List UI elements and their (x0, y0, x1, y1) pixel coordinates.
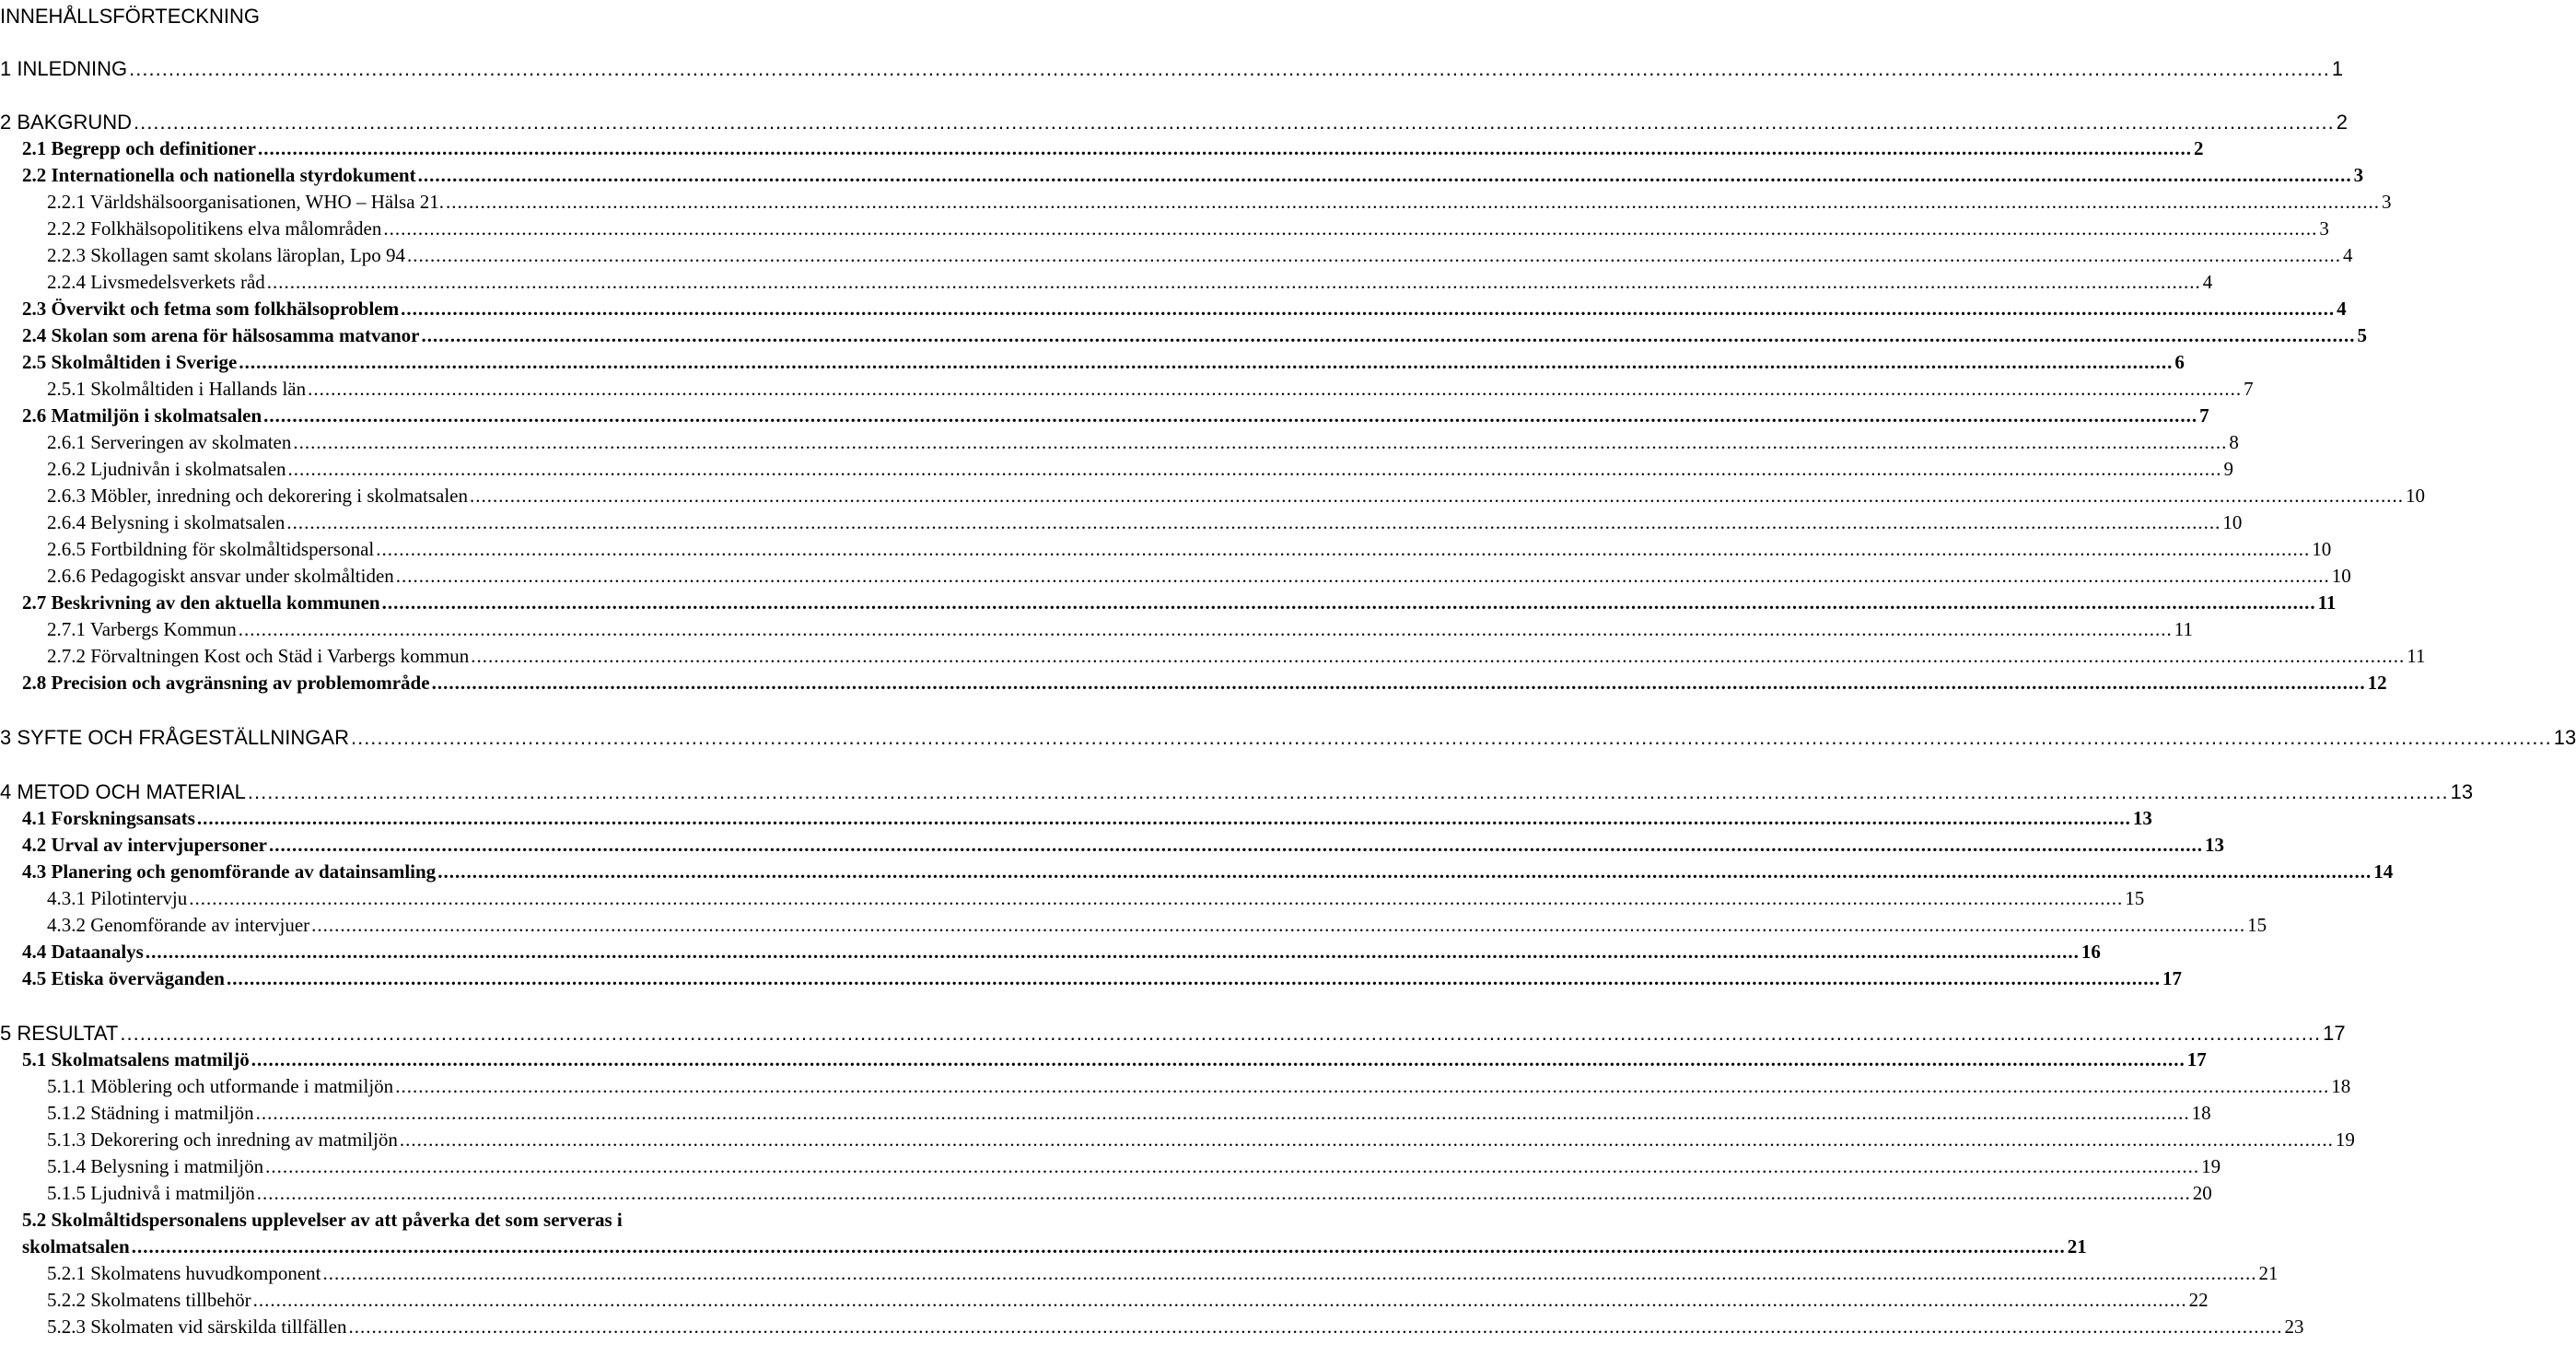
dot-leader (256, 1102, 2190, 1125)
toc-entry-label: 2.6.4 Belysning i skolmatsalen (47, 511, 286, 533)
toc-entry-label: 2.6.6 Pedagogiskt ansvar under skolmåltiden (47, 565, 394, 587)
toc-entry[interactable] (0, 217, 2329, 240)
dot-leader (422, 324, 2356, 347)
toc-entry-label: 2.7.2 Förvaltningen Kost och Städ i Varbergs kommun (47, 645, 470, 667)
toc-page-number: 2 (2193, 137, 2204, 159)
toc-entry[interactable] (0, 351, 2185, 374)
dot-leader (446, 191, 2380, 214)
toc-page-number: 7 (2199, 404, 2209, 427)
toc-entry[interactable] (0, 404, 2209, 427)
toc-entry-label: 5.2.2 Skolmatens tillbehör (47, 1289, 251, 1311)
toc-entry-label: 5.1.2 Städning i matmiljön (47, 1102, 254, 1124)
toc-page-number: 8 (2229, 431, 2239, 453)
dot-leader (239, 351, 2173, 374)
toc-entry-label: 4 METOD OCH MATERIAL (0, 780, 246, 803)
dot-leader (382, 591, 2316, 614)
toc-entry[interactable] (0, 1316, 2304, 1339)
toc-page-number: 18 (2191, 1102, 2211, 1124)
toc-entry-label: 4.3.2 Genomförande av intervjuer (47, 914, 310, 936)
toc-entry[interactable] (0, 1209, 904, 1232)
toc-page-number: 3 (2319, 217, 2329, 240)
dot-leader (395, 1075, 2329, 1098)
toc-entry-label: skolmatsalen (22, 1235, 130, 1257)
toc-page-number: 10 (2312, 538, 2332, 560)
dot-leader (257, 1182, 2191, 1205)
toc-entry-label: 5.2 Skolmåltidspersonalens upplevelser av att påverka det som serveras i (22, 1209, 623, 1231)
dot-leader (418, 164, 2352, 187)
toc-entry-label: 4.3 Planering och genomförande av datainsamling (22, 860, 437, 883)
dot-leader (323, 1262, 2257, 1285)
dot-leader (471, 645, 2405, 668)
toc-entry-label: 2.2 Internationella och nationella styrdokument (22, 164, 416, 186)
dot-leader (470, 485, 2404, 508)
toc-entry-label: 2.2.4 Livsmedelsverkets råd (47, 271, 265, 293)
toc-entry[interactable] (0, 645, 2426, 668)
dot-leader (269, 834, 2203, 857)
toc-entry[interactable] (0, 1102, 2211, 1125)
toc-page-number: 23 (2284, 1316, 2304, 1338)
toc-entry[interactable] (0, 431, 2239, 454)
toc-entry-label: 5.2.3 Skolmaten vid särskilda tillfällen (47, 1316, 347, 1338)
toc-page-number: 19 (2201, 1155, 2221, 1177)
toc-page-number: 11 (2407, 645, 2426, 667)
toc-entry-label: 5 RESULTAT (0, 1022, 119, 1045)
toc-entry-label: 3 SYFTE OCH FRÅGESTÄLLNINGAR (0, 726, 349, 749)
toc-page-number: 12 (2367, 672, 2387, 694)
toc-entry[interactable] (0, 1022, 2346, 1046)
toc-heading: INNEHÅLLSFÖRTECKNING (0, 5, 260, 28)
toc-page-number: 13 (2132, 807, 2152, 829)
toc-entry[interactable] (0, 780, 2474, 804)
toc-page-number: 14 (2373, 860, 2394, 883)
toc-entry-label: 5.1 Skolmatsalens matmiljö (22, 1048, 250, 1070)
toc-entry-label: 2.6 Matmiljön i skolmatsalen (22, 404, 262, 427)
toc-entry[interactable] (0, 807, 2152, 830)
toc-entry-label: 2.6.3 Möbler, inredning och dekorering i skolmatsalen (47, 485, 468, 507)
toc-entry[interactable] (0, 887, 2145, 910)
toc-entry-label: 4.5 Etiska överväganden (22, 967, 225, 989)
toc-entry[interactable] (0, 191, 2392, 214)
toc-entry[interactable] (0, 914, 2267, 937)
dot-leader (134, 111, 2335, 134)
toc-entry-label: 4.3.1 Pilotintervju (47, 887, 188, 909)
toc-entry-label: 2.8 Precision och avgränsning av problemområde (22, 672, 430, 694)
toc-entry[interactable] (0, 941, 2101, 964)
toc-entry-label: 4.4 Dataanalys (22, 941, 144, 963)
toc-entry[interactable] (0, 324, 2367, 347)
dot-leader (432, 672, 2366, 695)
toc-entry-label: 2.5.1 Skolmåltiden i Hallands län (47, 378, 307, 400)
toc-page-number: 11 (2317, 591, 2337, 614)
toc-page-number: 5 (2357, 324, 2367, 346)
dot-leader (197, 807, 2131, 830)
toc-page-number: 13 (2553, 726, 2576, 749)
toc-page-number: 20 (2192, 1182, 2212, 1204)
toc-entry[interactable] (0, 726, 2576, 750)
toc-page-number: 17 (2186, 1048, 2207, 1070)
dot-leader (129, 57, 2330, 81)
toc-page-number: 11 (2174, 618, 2193, 640)
toc-entry-label: 5.1.1 Möblering och utformande i matmiljön (47, 1075, 394, 1097)
toc-page-number: 15 (2125, 887, 2145, 909)
toc-page-number: 13 (2450, 780, 2474, 803)
toc-entry-label: 2.7 Beskrivning av den aktuella kommunen (22, 591, 380, 614)
toc-entry-label: 5.1.5 Ljudnivå i matmiljön (47, 1182, 255, 1204)
toc-entry-label: 2.2.3 Skollagen samt skolans läroplan, Lpo 94 (47, 244, 406, 266)
toc-entry-label: 2.6.2 Ljudnivån i skolmatsalen (47, 458, 286, 480)
toc-page-number: 10 (2222, 511, 2243, 533)
dot-leader (311, 914, 2245, 937)
dot-leader (248, 780, 2449, 804)
toc-page-number: 17 (2323, 1022, 2346, 1045)
dot-leader (407, 244, 2341, 267)
dot-leader (258, 137, 2192, 160)
toc-entry[interactable] (0, 511, 2243, 534)
toc-entry-label: 2.1 Begrepp och definitioner (22, 137, 256, 159)
toc-page-number: 3 (2382, 191, 2392, 213)
toc-page-number: 4 (2202, 271, 2213, 293)
dot-leader (263, 404, 2197, 427)
toc-entry[interactable] (0, 591, 2337, 614)
dot-leader (227, 967, 2161, 990)
dot-leader (293, 431, 2227, 454)
toc-entry-label: 2.6.1 Serveringen av skolmaten (47, 431, 292, 453)
toc-page-number: 18 (2331, 1075, 2351, 1097)
toc-page-number: 10 (2331, 565, 2351, 587)
toc-page-number: 10 (2405, 485, 2425, 507)
dot-leader (348, 1316, 2282, 1339)
toc-entry-label: 4.2 Urval av intervjupersoner (22, 834, 267, 856)
toc-page-number: 21 (2258, 1262, 2279, 1284)
toc-entry[interactable] (0, 458, 2234, 481)
toc-page-number: 21 (2067, 1235, 2087, 1257)
dot-leader (265, 1155, 2199, 1178)
toc-entry[interactable] (0, 967, 2182, 990)
toc-page-number: 3 (2353, 164, 2364, 186)
dot-leader (251, 1048, 2186, 1071)
toc-entry-label: 4.1 Forskningsansats (22, 807, 195, 829)
dot-leader (288, 458, 2222, 481)
toc-entry[interactable] (0, 1048, 2207, 1071)
toc-entry[interactable] (0, 1289, 2209, 1312)
toc-entry[interactable] (0, 378, 2254, 401)
toc-page-number: 22 (2188, 1289, 2209, 1311)
toc-entry[interactable] (0, 538, 2332, 561)
toc-page-number: 19 (2335, 1129, 2355, 1151)
toc-entry-label: 2.6.5 Fortbildning för skolmåltidspersonal (47, 538, 375, 560)
dot-leader (396, 565, 2330, 588)
toc-entry-label: 2.5 Skolmåltiden i Sverige (22, 351, 238, 373)
dot-leader (376, 538, 2310, 561)
toc-entry[interactable] (0, 57, 2344, 81)
toc-page-number: 2 (2336, 111, 2349, 134)
toc-page-number: 13 (2204, 834, 2224, 856)
toc-entry-label: 2.2.2 Folkhälsopolitikens elva målområden (47, 217, 382, 240)
toc-entry[interactable] (0, 1075, 2351, 1098)
toc-entry-label: 2.3 Övervikt och fetma som folkhälsoproblem (22, 298, 400, 320)
toc-entry[interactable] (0, 137, 2204, 160)
toc-entry-label: 2.4 Skolan som arena för hälsosamma matvanor (22, 324, 420, 346)
toc-entry-label: 2.2.1 Världshälsoorganisationen, WHO – Hälsa 21. (47, 191, 445, 213)
toc-page-number: 17 (2162, 967, 2182, 989)
toc-entry-label: 1 INLEDNING (0, 57, 128, 80)
toc-entry-label: 5.2.1 Skolmatens huvudkomponent (47, 1262, 321, 1284)
toc-page-number: 9 (2223, 458, 2234, 480)
toc-page-number: 4 (2343, 244, 2353, 266)
dot-leader (189, 887, 2123, 910)
toc-page-number: 6 (2174, 351, 2185, 373)
toc-entry[interactable] (0, 1129, 2355, 1152)
toc-entry[interactable] (0, 672, 2387, 695)
dot-leader (120, 1022, 2321, 1046)
dot-leader (308, 378, 2242, 401)
toc-entry[interactable] (0, 1235, 2087, 1258)
toc-page-number: 16 (2081, 941, 2101, 963)
toc-entry-label: 2.7.1 Varbergs Kommun (47, 618, 237, 640)
toc-page-number: 7 (2244, 378, 2254, 400)
dot-leader (132, 1235, 2066, 1258)
toc-entry[interactable] (0, 164, 2364, 187)
toc-page-number: 1 (2331, 57, 2344, 80)
toc-entry[interactable] (0, 1182, 2212, 1205)
dot-leader (400, 1129, 2334, 1152)
toc-entry[interactable] (0, 618, 2193, 641)
dot-leader (239, 618, 2173, 641)
toc-entry[interactable] (0, 485, 2425, 508)
dot-leader (267, 271, 2201, 294)
toc-entry-label: 5.1.3 Dekorering och inredning av matmiljön (47, 1129, 398, 1151)
toc-entry[interactable] (0, 244, 2353, 267)
toc-entry[interactable] (0, 834, 2224, 857)
toc-page-number: 15 (2247, 914, 2267, 936)
dot-leader (286, 511, 2220, 534)
dot-leader (253, 1289, 2187, 1312)
dot-leader (383, 217, 2317, 240)
toc-entry-label: 2 BAKGRUND (0, 111, 133, 134)
toc-entry[interactable] (0, 1262, 2279, 1285)
toc-entry[interactable] (0, 298, 2347, 321)
toc-entry-label: 5.1.4 Belysning i matmiljön (47, 1155, 264, 1177)
toc-entry[interactable] (0, 111, 2349, 134)
dot-leader (146, 941, 2080, 964)
toc-page-number: 4 (2337, 298, 2347, 320)
toc-entry[interactable] (0, 1155, 2221, 1178)
dot-leader (351, 726, 2552, 750)
toc-entry[interactable] (0, 271, 2213, 294)
toc-entry[interactable] (0, 860, 2394, 883)
dot-leader (437, 860, 2372, 883)
toc-entry[interactable] (0, 565, 2351, 588)
dot-leader (401, 298, 2335, 321)
